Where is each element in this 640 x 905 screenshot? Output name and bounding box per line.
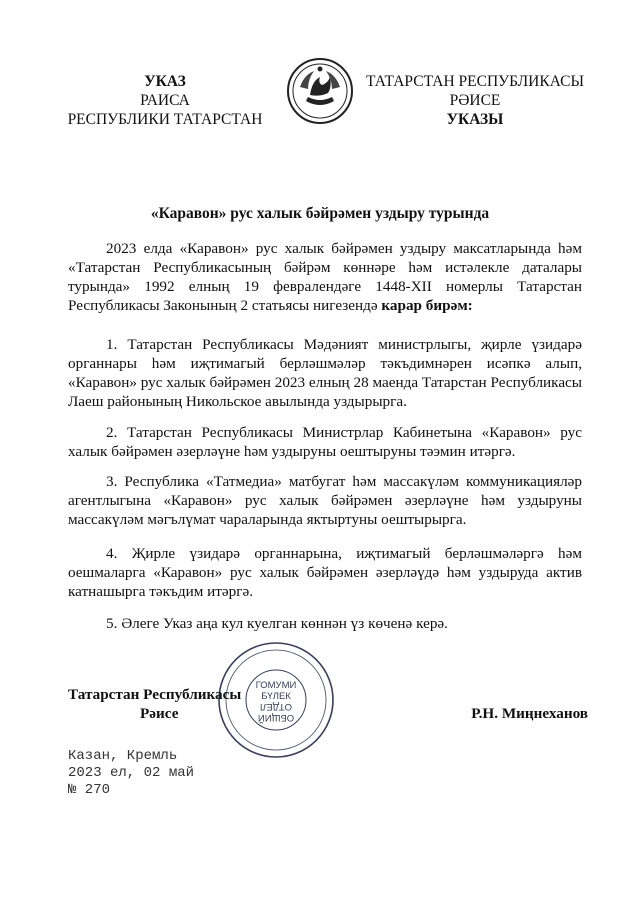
clause-3: 3. Республика «Татмедиа» матбугат һәм массакүләм коммуникацияләр агентлыгына «Каравон» рус халык бәйрәмен әзерләүне һәм уздыруны массакүләм мәгълүмат чараларында яктыртуны оештырырга. — [68, 473, 582, 528]
clause-5: 5. Әлеге Указ аңа кул куелган көннән үз көченә керә. — [106, 615, 448, 632]
place-date-block — [68, 748, 194, 799]
left-header-line2: РАИСА — [140, 92, 190, 109]
stamp-line2: БҮЛЕК — [261, 691, 291, 702]
signatory-position-line1: Татарстан Республикасы — [68, 686, 242, 703]
clause-4: 4. Җирле үзидарә органнарына, иҗтимагый берләшмәләргә һәм оешмаларга «Каравон» рус халык бәйрәмен әзерләүдә һәм уздыруда актив катнашырга тәкъдим итәргә. — [68, 545, 582, 600]
decision-phrase: карар бирәм: — [381, 297, 473, 314]
stamp-line4: ОБЩИЙ — [257, 712, 295, 723]
right-header-line1: ТАТАРСТАН РЕСПУБЛИКАСЫ — [366, 73, 584, 90]
signatory-position-line2: Рәисе — [140, 705, 179, 722]
right-header-line3: УКАЗЫ — [446, 111, 504, 128]
stamp-line3: ОТДЕЛ — [260, 701, 292, 712]
clause-2: 2. Татарстан Республикасы Министрлар Кабинетына «Каравон» рус халык бәйрәмен әзерләүне һәм уздыруны оештыруны тәэмин итәргә. — [68, 424, 582, 460]
right-header — [355, 72, 595, 129]
left-header-line3: РЕСПУБЛИКИ ТАТАРСТАН — [67, 111, 263, 128]
left-header-line1: УКАЗ — [144, 73, 186, 90]
preamble-paragraph — [68, 239, 582, 315]
signatory-name: Р.Н. Миңнеханов — [471, 705, 588, 722]
decree-title: «Каравон» рус халык бәйрәмен уздыру турында — [150, 205, 490, 222]
place: Казан, Кремль — [68, 748, 178, 764]
right-header-line2: РӘИСЕ — [449, 92, 501, 109]
stamp-line1: ГОМУМИ — [255, 680, 297, 691]
signatory-position — [68, 685, 268, 723]
left-header — [40, 72, 290, 129]
decree-number: № 270 — [68, 782, 111, 798]
preamble-text: 2023 елда «Каравон» рус халык бәйрәмен уздыру максатларында һәм «Татарстан Республикасының бәйрәм көннәре һәм истәлекле даталары турында» 1992 елның 19 февралендәге 1448-XII номерлы Татарстан Республикасы Законының 2 статьясы нигезендә — [68, 240, 582, 314]
clause-1: 1. Татарстан Республикасы Мәдәният министрлыгы, җирле үзидарә органнары һәм иҗтимагый берләшмәләр тәкъдимнәрен исәпкә алып, «Каравон» рус халык бәйрәмен 2023 елның 28 маенда Татарстан Республикасы Лаеш районының Никольское авылында уздырырга. — [68, 336, 583, 410]
date: 2023 ел, 02 май — [68, 765, 195, 781]
coat-of-arms-tatarstan-icon — [286, 57, 354, 125]
